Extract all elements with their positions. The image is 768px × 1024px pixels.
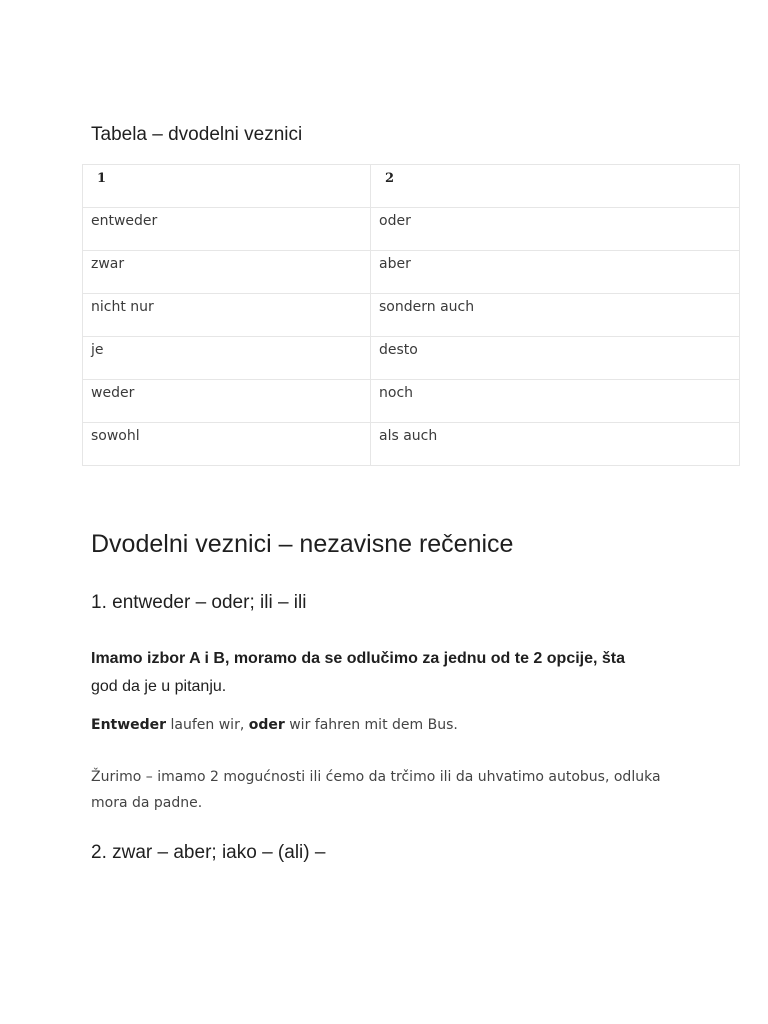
table-row bbox=[83, 294, 740, 337]
table-cell: entweder bbox=[83, 208, 371, 251]
conjunction-table bbox=[82, 164, 740, 466]
table-cell: nicht nur bbox=[83, 294, 371, 337]
table-cell: als auch bbox=[371, 423, 740, 466]
table-cell: zwar bbox=[83, 251, 371, 294]
example-word-entweder: Entweder bbox=[91, 717, 167, 733]
table-cell: aber bbox=[371, 251, 740, 294]
table-row bbox=[83, 423, 740, 466]
table-title: Tabela – dvodelni veznici bbox=[91, 124, 303, 145]
lead-paragraph-bold: Imamo izbor A i B, moramo da se odlučimo za jednu od te 2 opcije, šta bbox=[91, 650, 626, 667]
table-header-cell: 1 bbox=[83, 165, 371, 208]
table-header-row bbox=[83, 165, 740, 208]
translation-paragraph: Žurimo – imamo 2 mogućnosti ili ćemo da trčimo ili da uhvatimo autobus, odluka mora da padne. bbox=[91, 769, 661, 811]
table-cell: desto bbox=[371, 337, 740, 380]
lead-paragraph bbox=[91, 645, 691, 701]
table-row bbox=[83, 251, 740, 294]
table-cell: weder bbox=[83, 380, 371, 423]
table-row bbox=[83, 380, 740, 423]
example-text: wir fahren mit dem Bus. bbox=[284, 717, 458, 733]
table-cell: sowohl bbox=[83, 423, 371, 466]
section-heading: Dvodelni veznici – nezavisne rečenice bbox=[91, 530, 514, 558]
table-cell: sondern auch bbox=[371, 294, 740, 337]
table-cell: noch bbox=[371, 380, 740, 423]
subheading-zwar-aber: 2. zwar – aber; iako – (ali) – bbox=[91, 842, 326, 863]
table-header-cell: 2 bbox=[371, 165, 740, 208]
example-sentence bbox=[91, 714, 711, 736]
table-row bbox=[83, 208, 740, 251]
subheading-entweder-oder: 1. entweder – oder; ili – ili bbox=[91, 592, 307, 613]
table-cell: je bbox=[83, 337, 371, 380]
lead-paragraph-rest: god da je u pitanju. bbox=[91, 678, 227, 695]
example-text: laufen wir, bbox=[166, 717, 249, 733]
table-row bbox=[83, 337, 740, 380]
table-cell: oder bbox=[371, 208, 740, 251]
example-word-oder: oder bbox=[248, 717, 285, 733]
